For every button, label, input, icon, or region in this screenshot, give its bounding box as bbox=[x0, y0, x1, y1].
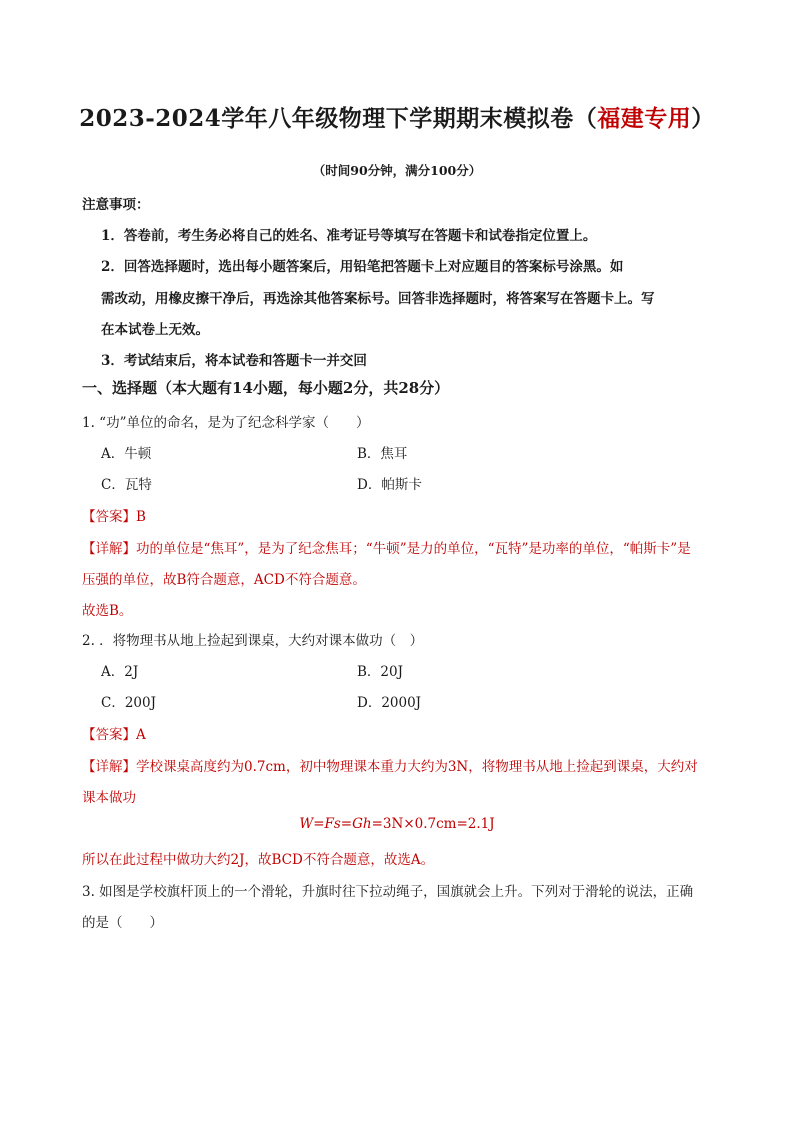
question-2-option-c: C．200J bbox=[101, 695, 157, 711]
note-item-3: 3．考试结束后，将本试卷和答题卡一并交回 bbox=[101, 353, 367, 369]
note-item-2-line-3: 在本试卷上无效。 bbox=[101, 322, 209, 338]
answer-value: A bbox=[136, 727, 146, 743]
question-2-option-d: D．2000J bbox=[357, 695, 422, 711]
detail-text: 功的单位是“焦耳”，是为了纪念焦耳；“牛顿”是力的单位，“瓦特”是功率的单位，“帕斯卡”是 bbox=[136, 541, 691, 557]
answer-value: B bbox=[136, 509, 146, 525]
note-item-1: 1．答卷前，考生务必将自己的姓名、准考证号等填写在答题卡和试卷指定位置上。 bbox=[101, 228, 597, 244]
question-2-detail-line-2: 课本做功 bbox=[82, 790, 136, 806]
question-2-answer bbox=[82, 723, 146, 743]
detail-tag: 【详解】 bbox=[82, 541, 136, 557]
question-1-stem: 1. “功”单位的命名，是为了纪念科学家（ ） bbox=[82, 415, 370, 431]
work-formula bbox=[0, 816, 794, 832]
note-item-2-line-2: 需改动，用橡皮擦干净后，再选涂其他答案标号。回答非选择题时，将答案写在答题卡上。写 bbox=[101, 291, 655, 307]
section-heading: 一、选择题（本大题有14小题，每小题2分，共28分） bbox=[82, 379, 450, 397]
question-1-option-a: A．牛顿 bbox=[101, 446, 152, 462]
notes-heading: 注意事项： bbox=[82, 197, 150, 213]
formula-lhs: W=Fs=Gh bbox=[299, 816, 372, 832]
question-1-detail-line-1 bbox=[82, 537, 691, 557]
question-2-stem: 2. ．将物理书从地上捡起到课桌，大约对课本做功（ ） bbox=[82, 633, 424, 649]
detail-text: 学校课桌高度约为0.7cm，初中物理课本重力大约为3N，将物理书从地上捡起到课桌，大约对 bbox=[136, 759, 698, 775]
question-3-stem-line-1: 3. 如图是学校旗杆顶上的一个滑轮，升旗时往下拉动绳子，国旗就会上升。下列对于滑轮的说法，正确 bbox=[82, 884, 694, 900]
title-main: 2023-2024学年八年级物理下学期期末模拟卷（ bbox=[79, 105, 598, 132]
question-2-conclusion: 所以在此过程中做功大约2J，故BCD不符合题意，故选A。 bbox=[82, 852, 435, 868]
answer-tag: 【答案】 bbox=[82, 509, 136, 525]
note-item-2-line-1: 2．回答选择题时，选出每小题答案后，用铅笔把答题卡上对应题目的答案标号涂黑。如 bbox=[101, 259, 624, 275]
question-1-option-c: C．瓦特 bbox=[101, 477, 152, 493]
question-2-option-b: B．20J bbox=[357, 664, 404, 680]
title-close: ） bbox=[691, 105, 715, 132]
page-title bbox=[0, 100, 794, 133]
detail-tag: 【详解】 bbox=[82, 759, 136, 775]
title-highlight: 福建专用 bbox=[597, 105, 692, 132]
question-2-option-a: A．2J bbox=[101, 664, 139, 680]
exam-time-info: （时间90分钟，满分100分） bbox=[312, 163, 482, 178]
question-1-conclusion: 故选B。 bbox=[82, 603, 133, 619]
question-1-answer bbox=[82, 505, 146, 525]
question-2-detail-line-1 bbox=[82, 755, 698, 775]
formula-rhs: =3N×0.7cm=2.1J bbox=[371, 816, 495, 832]
question-1-option-b: B．焦耳 bbox=[357, 446, 408, 462]
question-1-detail-line-2: 压强的单位，故B符合题意，ACD不符合题意。 bbox=[82, 572, 366, 588]
question-1-option-d: D．帕斯卡 bbox=[357, 477, 422, 493]
question-3-stem-line-2: 的是（ ） bbox=[82, 915, 163, 931]
answer-tag: 【答案】 bbox=[82, 727, 136, 743]
